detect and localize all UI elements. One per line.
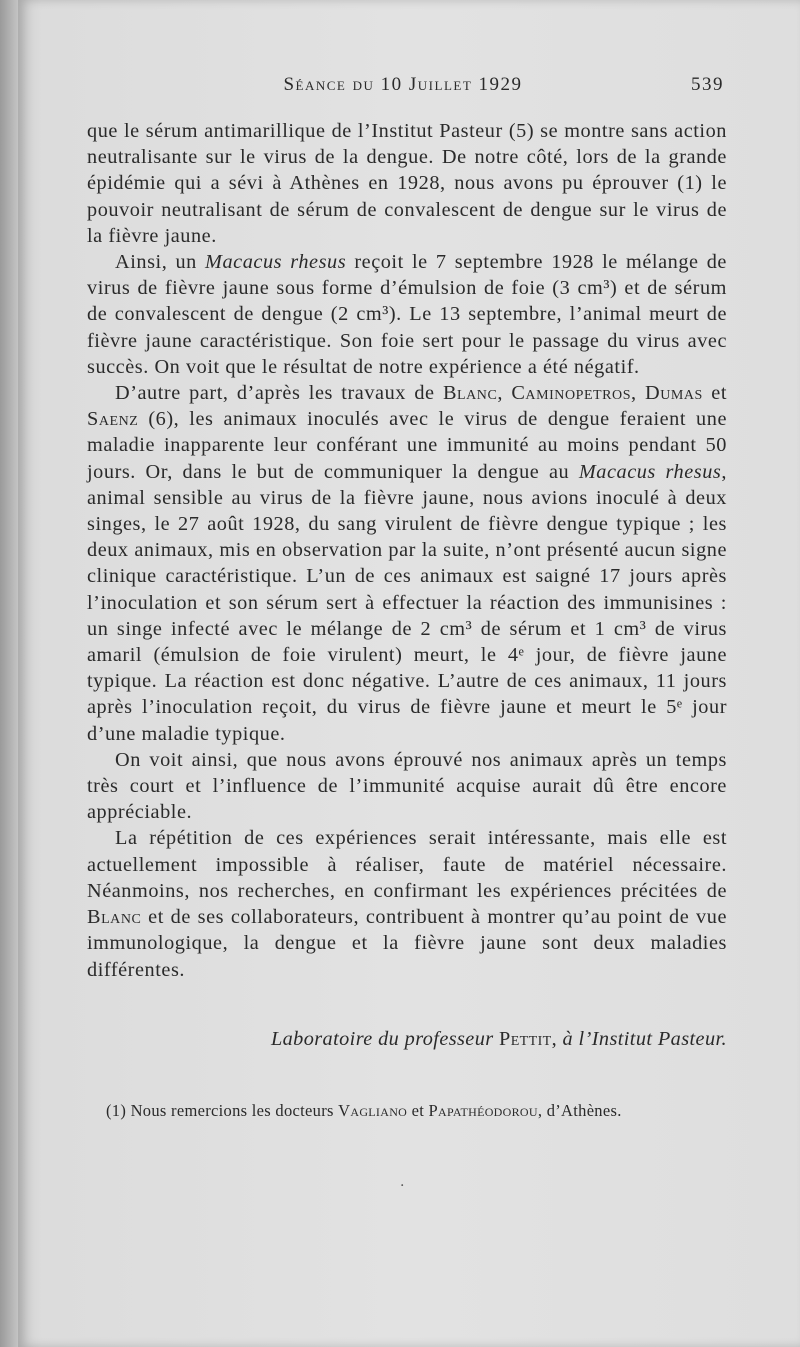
text-run: et de ses collaborateurs, contribuent à montrer qu’au point de vue immunologique, la dengue et la fièvre jaune sont deux maladies différentes. xyxy=(87,906,727,981)
text-run: Nous remercions les docteurs xyxy=(130,1101,334,1120)
scan-speck: · xyxy=(400,1178,405,1194)
header-title: Séance du 10 Juillet 1929 xyxy=(283,74,523,95)
professor-name: Pettit xyxy=(499,1028,552,1050)
author-name: Caminopetros xyxy=(511,382,632,405)
species-name-italic: Macacus rhesus xyxy=(578,460,722,483)
paragraph-3 xyxy=(87,380,727,747)
text-run: , xyxy=(497,382,512,405)
author-name: Blanc xyxy=(442,382,498,405)
text-run: , d’Athènes. xyxy=(537,1101,622,1120)
article-body xyxy=(87,118,727,983)
species-name-italic: Macacus rhesus xyxy=(205,251,347,274)
paragraph-text: On voit ainsi, que nous avons éprouvé nos animaux après un temps très court et l’influence de l’immunité acquise aurait dû être encore appréciable. xyxy=(87,748,727,824)
doctor-name: Vagliano xyxy=(338,1101,408,1120)
text-run: , animal sensible au virus de la fièvre jaune, nous avions inoculé à deux singes, le 27 août 1928, du sang virulent de fièvre dengue typique ; les deux animaux, mis en observation par la suite, n’ont présenté aucun signe clinique caractéristique. L’un de ces animaux est saigné 17 jours après l’inoculation et son sérum sert à effectuer la réaction des immunisines : un singe infecté avec le mélange de 2 cm³ de sérum et 1 cm³ de virus amaril (émulsion de foie virulent) meurt, le 4ᵉ jour, de fièvre jaune typique. La réaction est donc négative. L’autre de ces animaux, 11 jours après l’inoculation reçoit, du virus de fièvre jaune et meurt le 5ᵉ jour d’une maladie typique. xyxy=(87,460,728,745)
paragraph-text: que le sérum antimarillique de l’Institut Pasteur (5) se montre sans action neutralisante sur le virus de la dengue. De notre côté, lors de la grande épidémie qui a sévi à Athènes en 1928, nous avons pu éprouver (1) le pouvoir neutralisant de sérum de convalescent de dengue sur le virus de la fièvre jaune. xyxy=(87,120,727,247)
text-run: D’autre part, d’après les travaux de xyxy=(115,382,443,405)
paragraph-1 xyxy=(87,118,727,249)
signature-italic: Laboratoire du professeur xyxy=(270,1028,494,1050)
paragraph-4 xyxy=(87,747,727,826)
signature-italic: à l’Institut Pasteur. xyxy=(562,1028,727,1050)
page-number: 539 xyxy=(691,74,724,95)
text-run: , xyxy=(631,382,646,405)
laboratory-signature: Laboratoire du professeur Pettit, à l’Institut Pasteur. xyxy=(270,1028,727,1050)
text-run: La répétition de ces expériences serait intéressante, mais elle est actuellement impossible à réaliser, faute de matériel nécessaire. Néanmoins, nos recherches, en confirmant les expériences précitées de xyxy=(87,827,727,902)
text-run: (6), les animaux inoculés avec le virus de dengue feraient une maladie inapparente leur conférant une immunité au moins pendant 50 jours. Or, dans le but de communiquer la dengue au xyxy=(87,408,727,483)
running-header xyxy=(82,74,724,104)
author-name: Blanc xyxy=(87,906,142,929)
doctor-name: Papathéodorou xyxy=(428,1101,538,1120)
paragraph-2 xyxy=(87,249,727,380)
text-run: et xyxy=(411,1101,425,1120)
text-run: Ainsi, un xyxy=(115,251,206,274)
paragraph-5 xyxy=(87,825,727,982)
text-run: reçoit le 7 septembre 1928 le mélange de virus de fièvre jaune sous forme d’émulsion de foie (3 cm³) et de sérum de convalescent de dengue (2 cm³). Le 13 septembre, l’animal meurt de fièvre jaune caractéristique. Son foie sert pour le passage du virus avec succès. On voit que le résultat de notre expérience a été négatif. xyxy=(87,251,727,378)
author-name: Dumas xyxy=(645,382,703,405)
text-run: et xyxy=(702,382,728,405)
book-gutter-edge xyxy=(0,0,18,1347)
footnote xyxy=(106,1101,726,1121)
footnote-marker: (1) xyxy=(106,1101,127,1120)
author-name: Saenz xyxy=(87,408,139,431)
